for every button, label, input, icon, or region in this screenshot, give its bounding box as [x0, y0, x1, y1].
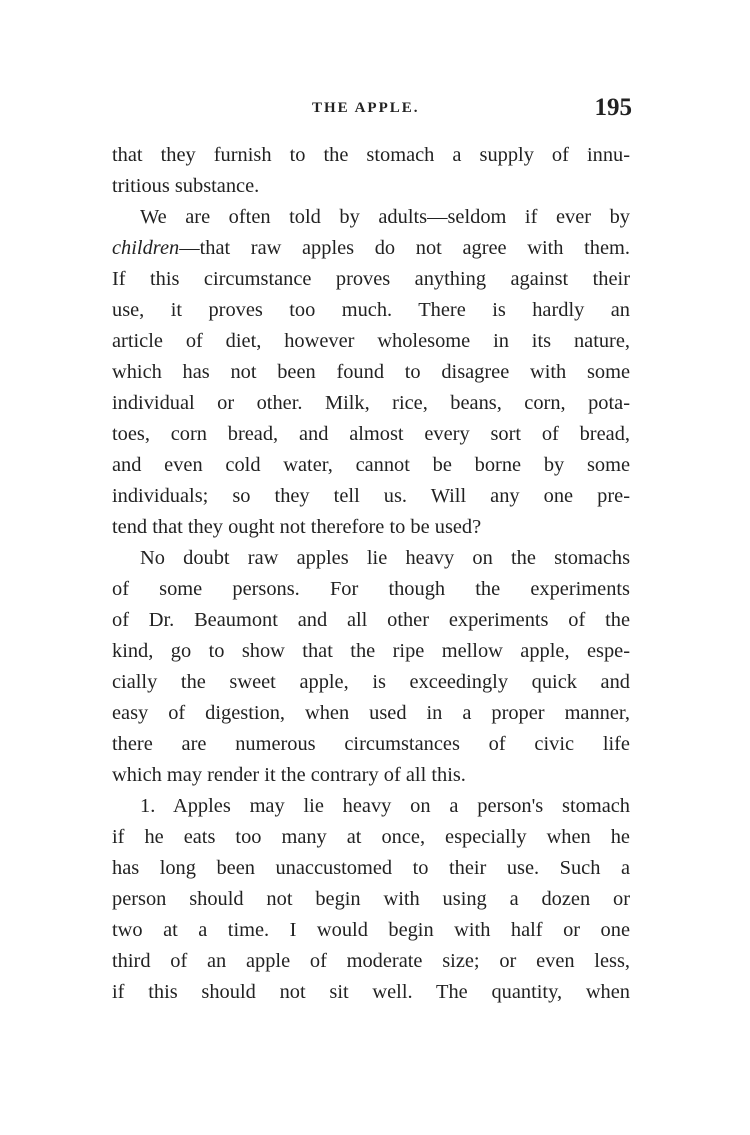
text-line: there are numerous circumstances of civic life: [112, 733, 630, 755]
page-number: 195: [594, 94, 632, 121]
text-line: has long been unaccustomed to their use. Such a: [112, 857, 630, 879]
text-line: if this should not sit well. The quantity, when: [112, 981, 630, 1003]
body-text: [112, 140, 630, 1008]
text-line: two at a time. I would begin with half or one: [112, 919, 630, 941]
text-line: kind, go to show that the ripe mellow apple, espe-: [112, 640, 630, 662]
text-line: that they furnish to the stomach a supply of innu-: [112, 144, 630, 166]
text-line: We are often told by adults—seldom if ever by: [140, 206, 630, 228]
text-line-rest: that raw apples do not agree with them.: [199, 237, 630, 259]
text-line: article of diet, however wholesome in its nature,: [112, 330, 630, 352]
text-line: 1. Apples may lie heavy on a person's stomach: [140, 795, 630, 817]
text-line: individuals; so they tell us. Will any one pre-: [112, 485, 630, 507]
text-line: if he eats too many at once, especially when he: [112, 826, 630, 848]
text-line: use, it proves too much. There is hardly an: [112, 299, 630, 321]
text-line: which has not been found to disagree with some: [112, 361, 630, 383]
text-line: If this circumstance proves anything against their: [112, 268, 630, 290]
page-header: [112, 94, 632, 128]
text-line: easy of digestion, when used in a proper manner,: [112, 702, 630, 724]
text-line: tritious substance.: [112, 175, 260, 197]
text-line: tend that they ought not therefore to be used?: [112, 516, 482, 538]
text-line: and even cold water, cannot be borne by some: [112, 454, 630, 476]
text-line: toes, corn bread, and almost every sort of bread,: [112, 423, 630, 445]
text-line: cially the sweet apple, is exceedingly quick and: [112, 671, 630, 693]
text-line: which may render it the contrary of all this.: [112, 764, 466, 786]
italic-emphasis: children: [112, 237, 180, 259]
text-line: third of an apple of moderate size; or even less,: [112, 950, 630, 972]
text-line: of Dr. Beaumont and all other experiments of the: [112, 609, 630, 631]
text-line: No doubt raw apples lie heavy on the stomachs: [140, 547, 630, 569]
text-line: individual or other. Milk, rice, beans, corn, pota-: [112, 392, 630, 414]
text-line: of some persons. For though the experiments: [112, 578, 630, 600]
text-line: children—that raw apples do not agree with them.: [112, 237, 630, 259]
text-line: person should not begin with using a dozen or: [112, 888, 630, 910]
running-title: THE APPLE.: [312, 100, 420, 116]
